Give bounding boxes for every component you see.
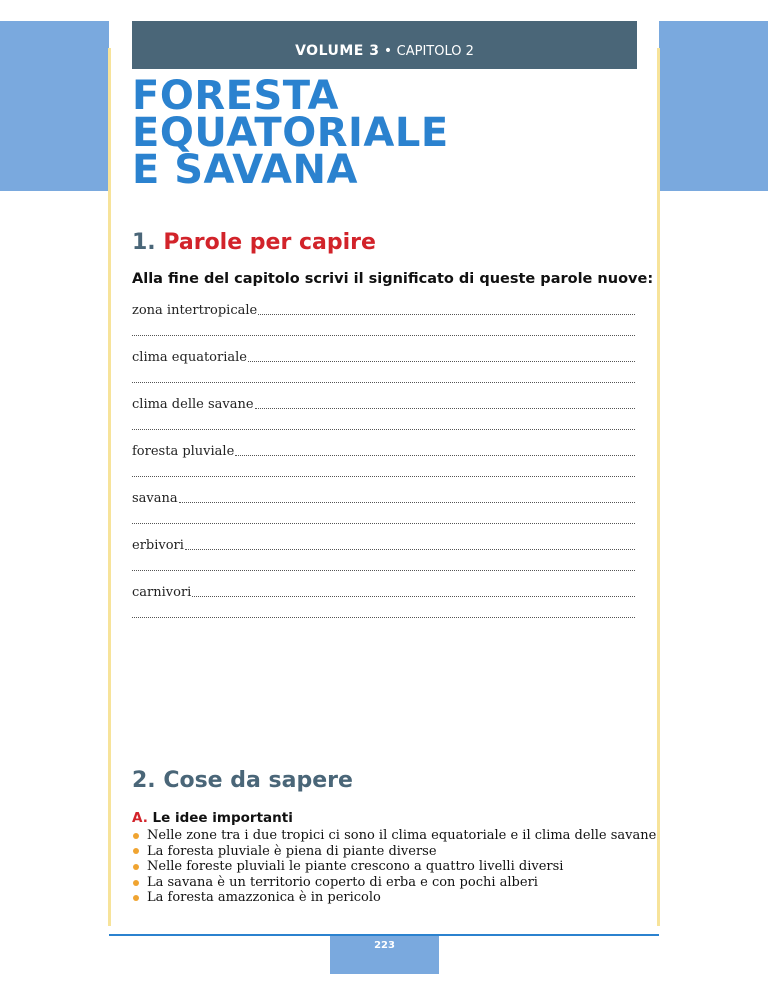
answer-continuation-line[interactable] <box>132 335 635 336</box>
answer-line-carnivori[interactable] <box>132 584 635 600</box>
chapter-header <box>132 21 637 69</box>
subheading-letter: A. <box>132 810 148 826</box>
title-line-1: FORESTA <box>132 73 339 119</box>
bullet-icon <box>133 848 139 854</box>
answer-continuation-line[interactable] <box>132 382 635 383</box>
answer-continuation-line[interactable] <box>132 429 635 430</box>
list-item: La foresta amazzonica è in pericolo <box>132 890 656 906</box>
bullet-icon <box>133 895 139 901</box>
volume-label: VOLUME 3 <box>295 43 380 59</box>
bullet-icon <box>133 880 139 886</box>
answer-continuation-line[interactable] <box>132 570 635 571</box>
left-blue-band <box>0 21 109 191</box>
vocab-word: clima equatoriale <box>132 350 247 365</box>
bullet-icon <box>133 833 139 839</box>
answer-line-foresta-pluviale[interactable] <box>132 443 635 459</box>
vocab-word: zona intertropicale <box>132 303 258 318</box>
answer-line-clima-equatoriale[interactable] <box>132 349 635 365</box>
answer-continuation-line[interactable] <box>132 523 635 524</box>
list-item: La foresta pluviale è piena di piante diverse <box>132 844 656 860</box>
bullet-icon <box>133 864 139 870</box>
subheading-text: Le idee importanti <box>152 810 293 826</box>
chapter-label: CAPITOLO 2 <box>396 44 474 59</box>
section-2-subheading <box>132 810 293 826</box>
vocab-word: carnivori <box>132 585 192 600</box>
answer-continuation-line[interactable] <box>132 617 635 618</box>
section-1-heading <box>132 230 376 255</box>
answer-line-savana[interactable] <box>132 490 635 506</box>
answer-line-erbivori[interactable] <box>132 537 635 553</box>
section-2-heading: 2. Cose da sapere <box>132 768 353 793</box>
vocab-word: foresta pluviale <box>132 444 235 459</box>
header-separator: • <box>379 43 397 59</box>
vocab-word: erbivori <box>132 538 184 553</box>
answer-line-clima-delle-savane[interactable] <box>132 396 635 412</box>
title-line-3: E SAVANA <box>132 147 358 193</box>
list-item: Nelle zone tra i due tropici ci sono il clima equatoriale e il clima delle savane <box>132 828 656 844</box>
key-ideas-list <box>132 828 656 906</box>
vocab-word: clima delle savane <box>132 397 254 412</box>
vocab-word: savana <box>132 491 178 506</box>
section-1-title: Parole per capire <box>163 230 376 255</box>
list-item: Nelle foreste pluviali le piante crescono a quattro livelli diversi <box>132 859 656 875</box>
page-title <box>132 73 449 193</box>
right-blue-band <box>659 21 768 191</box>
page-number: 223 <box>330 936 439 974</box>
answer-continuation-line[interactable] <box>132 476 635 477</box>
answer-line-zona-intertropicale[interactable] <box>132 302 635 318</box>
title-line-2: EQUATORIALE <box>132 110 449 156</box>
section-1-number: 1. <box>132 230 156 255</box>
section-1-instruction: Alla fine del capitolo scrivi il significato di queste parole nuove: <box>132 271 654 287</box>
list-item: La savana è un territorio coperto di erba e con pochi alberi <box>132 875 656 891</box>
